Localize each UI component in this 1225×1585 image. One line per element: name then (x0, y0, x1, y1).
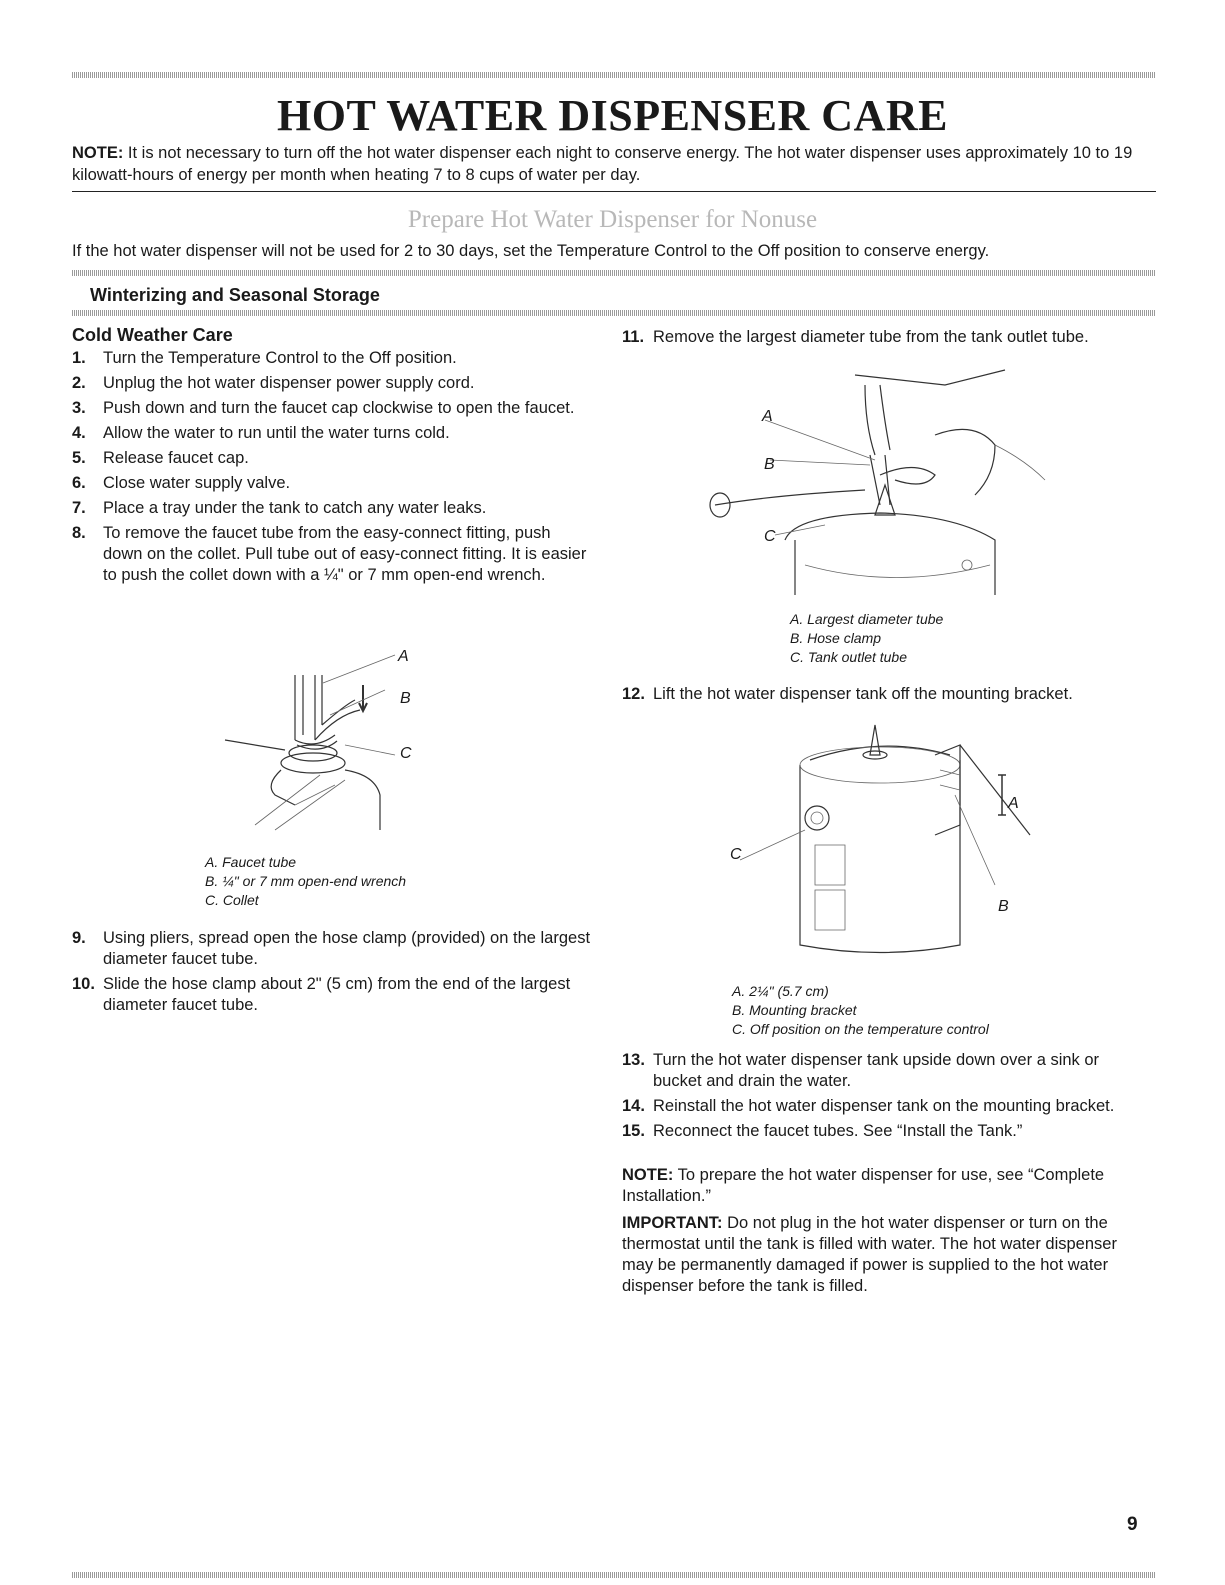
step-item (72, 398, 592, 419)
step-number: 8. (72, 524, 86, 542)
fig3-caption-b: B. Mounting bracket (732, 1002, 857, 1018)
prepare-heading: Prepare Hot Water Dispenser for Nonuse (407, 206, 818, 233)
note-label: NOTE: (72, 144, 124, 162)
step-item (72, 423, 592, 444)
step-text: Allow the water to run until the water turns cold. (103, 424, 450, 442)
fig2-caption-b: B. Hose clamp (790, 630, 882, 646)
page-number: 9 (1127, 1514, 1138, 1535)
use-note-label: NOTE: (622, 1166, 674, 1184)
fig1-caption-b: B. ¼" or 7 mm open-end wrench (205, 873, 407, 889)
step-number: 13. (622, 1051, 645, 1069)
step-number: 9. (72, 929, 86, 947)
fig2-label-b: B (764, 456, 775, 473)
step-number: 11. (622, 328, 645, 346)
step-item (72, 473, 592, 494)
step-text: Remove the largest diameter tube from the tank outlet tube. (653, 328, 1089, 346)
step-text: Turn the Temperature Control to the Off position. (103, 349, 457, 367)
winterizing-bottom-hatch (72, 310, 1156, 316)
step-item (72, 974, 592, 1016)
prepare-text: If the hot water dispenser will not be used for 2 to 30 days, set the Temperature Control to the Off position to conserve energy. (72, 242, 990, 260)
fig3-label-b: B (998, 898, 1009, 915)
step-text: Release faucet cap. (103, 449, 249, 467)
step-number: 7. (72, 499, 86, 517)
mounting-bracket-illustration (720, 715, 1050, 965)
step-text: Slide the hose clamp about 2" (5 cm) from the end of the largest diameter faucet tube. (103, 975, 571, 1014)
step-number: 1. (72, 349, 86, 367)
step-item (72, 348, 592, 369)
step-number: 15. (622, 1122, 645, 1140)
fig1-label-a: A (398, 648, 409, 665)
fig2-label-a: A (762, 408, 773, 425)
use-note-text: To prepare the hot water dispenser for use, see “Complete Installation.” (622, 1166, 1105, 1205)
note-text: It is not necessary to turn off the hot water dispenser each night to conserve energy. The hot water dispenser uses approximately 10 to 19 kilowatt-hours of energy per month when heating 7 to 8 cups of water per day. (72, 144, 1133, 184)
step-item (72, 448, 592, 469)
step-item (622, 684, 1142, 705)
winterizing-heading: Winterizing and Seasonal Storage (90, 285, 380, 305)
step-item (622, 1050, 1142, 1092)
step-number: 5. (72, 449, 86, 467)
step-number: 12. (622, 685, 645, 703)
bottom-hatch-rule (72, 1572, 1156, 1578)
steps-list-1-8 (72, 348, 592, 590)
intro-note (72, 142, 1156, 186)
important-text: Do not plug in the hot water dispenser or turn on the thermostat until the tank is filled with water. The hot water dispenser may be permanently damaged if power is supplied to the hot water dispenser before the tank is filled. (622, 1214, 1117, 1295)
section-divider (72, 191, 1156, 192)
step-item (622, 327, 1142, 348)
cold-weather-heading: Cold Weather Care (72, 325, 233, 345)
fig2-caption-c: C. Tank outlet tube (790, 649, 908, 665)
fig1-captions (205, 853, 406, 910)
fig2-captions (790, 610, 943, 667)
step-text: To remove the faucet tube from the easy-connect fitting, push down on the collet. Pull tube out of easy-connect fitting. It is easier to push the collet down with a ¼" or 7 mm open-end wrench. (103, 524, 587, 584)
step-text: Reinstall the hot water dispenser tank on the mounting bracket. (653, 1097, 1115, 1115)
step-item (72, 523, 592, 586)
step-item (72, 928, 592, 970)
steps-list-13-15 (622, 1050, 1142, 1146)
faucet-tube-illustration (225, 645, 405, 835)
step-number: 4. (72, 424, 86, 442)
fig3-caption-c: C. Off position on the temperature control (732, 1021, 989, 1037)
step-item (622, 1096, 1142, 1117)
step-item (72, 498, 592, 519)
step-number: 3. (72, 399, 86, 417)
fig3-label-c: C (730, 846, 742, 863)
use-note (622, 1165, 1142, 1207)
step-text: Using pliers, spread open the hose clamp (provided) on the largest diameter faucet tube. (103, 929, 591, 968)
step-item (72, 373, 592, 394)
step-text: Place a tray under the tank to catch any water leaks. (103, 499, 487, 517)
fig1-label-b: B (400, 690, 411, 707)
step-text: Reconnect the faucet tubes. See “Install the Tank.” (653, 1122, 1023, 1140)
important-note (622, 1213, 1142, 1297)
fig1-caption-a: A. Faucet tube (205, 854, 297, 870)
fig3-captions (732, 982, 989, 1039)
step-number: 2. (72, 374, 86, 392)
tank-outlet-illustration (695, 365, 1065, 605)
fig2-caption-a: A. Largest diameter tube (790, 611, 944, 627)
fig1-label-c: C (400, 745, 412, 762)
fig3-label-a: A (1008, 795, 1019, 812)
important-label: IMPORTANT: (622, 1214, 723, 1232)
step-text: Close water supply valve. (103, 474, 291, 492)
fig1-caption-c: C. Collet (205, 892, 259, 908)
page-title: HOT WATER DISPENSER CARE (277, 91, 948, 140)
step-text: Lift the hot water dispenser tank off the mounting bracket. (653, 685, 1073, 703)
step-text: Turn the hot water dispenser tank upside down over a sink or bucket and drain the water. (653, 1051, 1100, 1090)
top-hatch-rule (72, 72, 1156, 78)
step-item (622, 1121, 1142, 1142)
step-text: Push down and turn the faucet cap clockwise to open the faucet. (103, 399, 575, 417)
step-number: 10. (72, 975, 95, 993)
step-number: 14. (622, 1097, 645, 1115)
step-number: 6. (72, 474, 86, 492)
steps-list-12 (622, 684, 1142, 709)
winterizing-top-hatch (72, 270, 1156, 276)
fig2-label-c: C (764, 528, 776, 545)
step-text: Unplug the hot water dispenser power supply cord. (103, 374, 475, 392)
steps-list-9-10 (72, 928, 592, 1020)
steps-list-11 (622, 327, 1142, 352)
fig3-caption-a: A. 2¼" (5.7 cm) (732, 983, 829, 999)
